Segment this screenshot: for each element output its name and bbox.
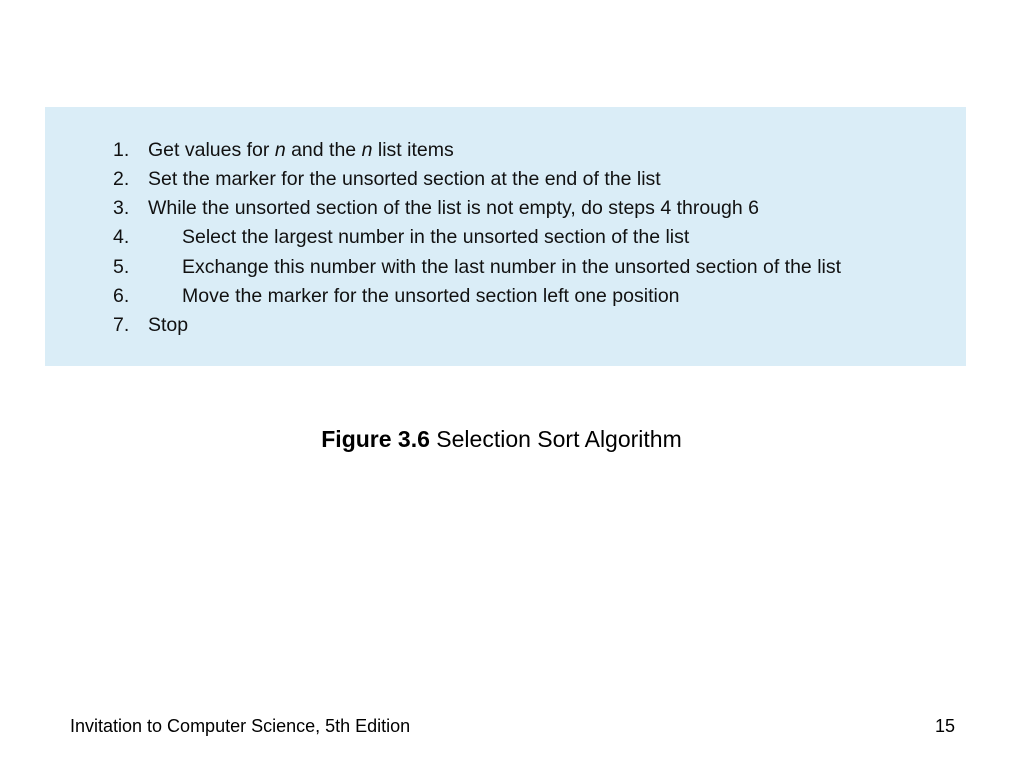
algorithm-steps-list	[45, 107, 966, 366]
figure-caption	[0, 426, 1003, 453]
step-number: 1.	[113, 139, 130, 161]
step-text: Select the largest number in the unsorted section of the list	[182, 226, 690, 248]
step-number: 4.	[113, 226, 130, 248]
variable-n: n	[274, 139, 286, 161]
algorithm-box	[45, 107, 966, 366]
footer-book-title: Invitation to Computer Science, 5th Edition	[70, 716, 411, 736]
page-number: 15	[934, 716, 955, 736]
step-text: Set the marker for the unsorted section at the end of the list	[148, 168, 661, 190]
step-text-part: list items	[372, 139, 454, 161]
step-number: 2.	[113, 168, 130, 190]
step-text	[148, 139, 454, 162]
step-text-part: Get values for	[148, 139, 275, 161]
figure-label: Figure 3.6	[321, 426, 430, 452]
figure-title: Selection Sort Algorithm	[436, 426, 682, 452]
step-number: 7.	[113, 314, 130, 336]
step-text: Stop	[148, 314, 189, 336]
step-text-part: and the	[285, 139, 362, 161]
step-number: 3.	[113, 197, 130, 219]
step-text: While the unsorted section of the list is not empty, do steps 4 through 6	[148, 197, 759, 219]
step-number: 6.	[113, 285, 130, 307]
step-text: Exchange this number with the last number in the unsorted section of the list	[182, 256, 842, 278]
step-text: Move the marker for the unsorted section left one position	[182, 285, 680, 307]
variable-n: n	[361, 139, 373, 161]
step-number: 5.	[113, 256, 130, 278]
